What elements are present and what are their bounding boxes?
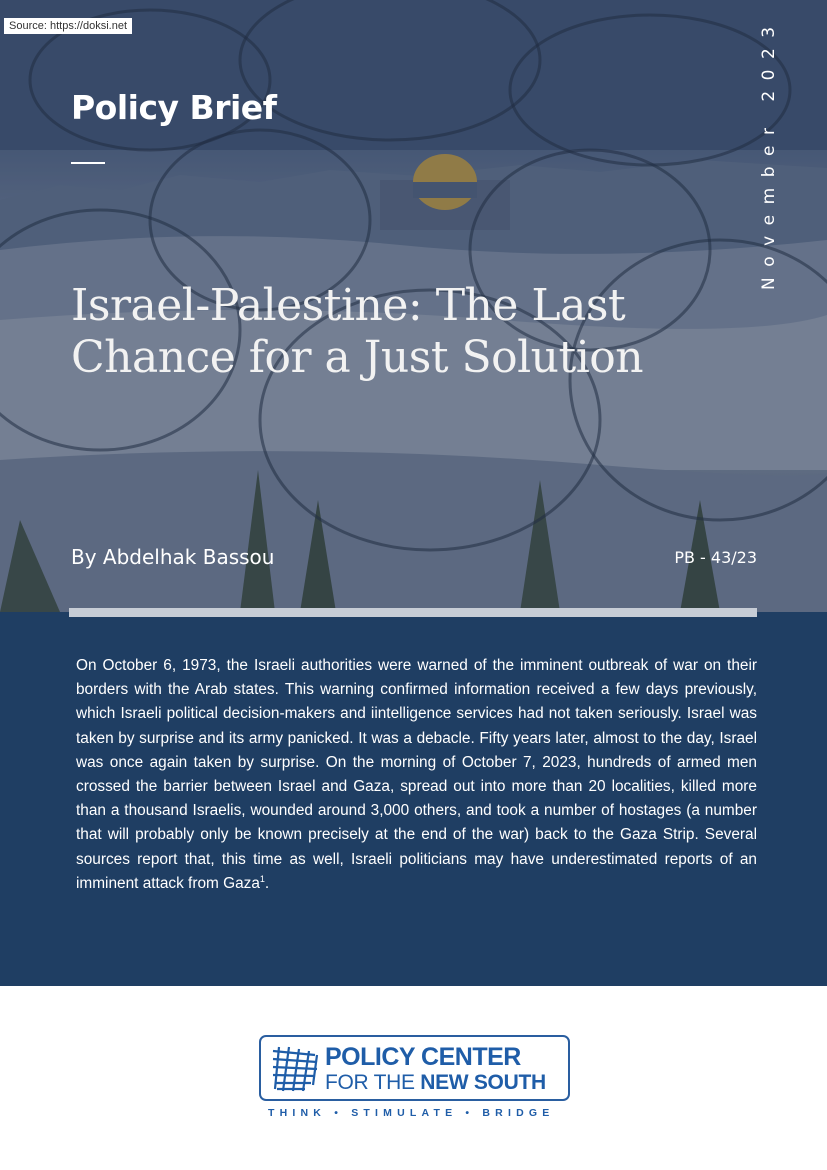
panel-accent-bar: [69, 608, 757, 617]
heading-divider: [71, 162, 105, 164]
title-line-1: Israel-Palestine: The Last: [71, 280, 626, 331]
author-byline: By Abdelhak Bassou: [71, 545, 275, 569]
publication-date: November 2023: [759, 16, 779, 290]
logo-name-prefix: FOR THE: [325, 1071, 421, 1094]
footnote-marker[interactable]: 1: [259, 873, 265, 884]
brief-reference-number: PB - 43/23: [674, 548, 757, 567]
abstract-text: On October 6, 1973, the Israeli authorities were warned of the imminent outbreak of war on their borders with the Arab states. This warning confirmed information received a few days previously, which Israeli political decision-makers and iintelligence services had not taken seriously. Israel was taken by surprise and its army panicked. It was a debacle. Fifty years later, almost to the day, Israel was once again taken by surprise. On the morning of October 7, 2023, hundreds of armed men crossed the barrier between Israel and Gaza, spread out into more than 20 localities, killed more than a thousand Israelis, wounded around 3,000 others, and took a number of hostages (a number that will probably only be known precisely at the end of the war) back to the Gaza Strip. Several sources report that, this time as well, Israeli politicians may have underestimated reports of an imminent attack from Gaza: [76, 657, 757, 892]
policy-center-logo: [259, 1035, 570, 1101]
logo-tagline: THINK • STIMULATE • BRIDGE: [268, 1107, 555, 1119]
globe-grid-icon: [269, 1043, 321, 1095]
logo-name-bold: NEW SOUTH: [420, 1071, 546, 1094]
abstract-paragraph: [76, 654, 757, 896]
page-title: [71, 280, 711, 384]
source-label: Source: https://doksi.net: [4, 18, 132, 34]
abstract-end: .: [264, 874, 270, 892]
document-type-heading: Policy Brief: [71, 88, 277, 127]
logo-name-line-1: POLICY CENTER: [325, 1043, 521, 1071]
logo-name-line-2: [325, 1071, 546, 1095]
title-line-2: Chance for a Just Solution: [71, 332, 644, 383]
